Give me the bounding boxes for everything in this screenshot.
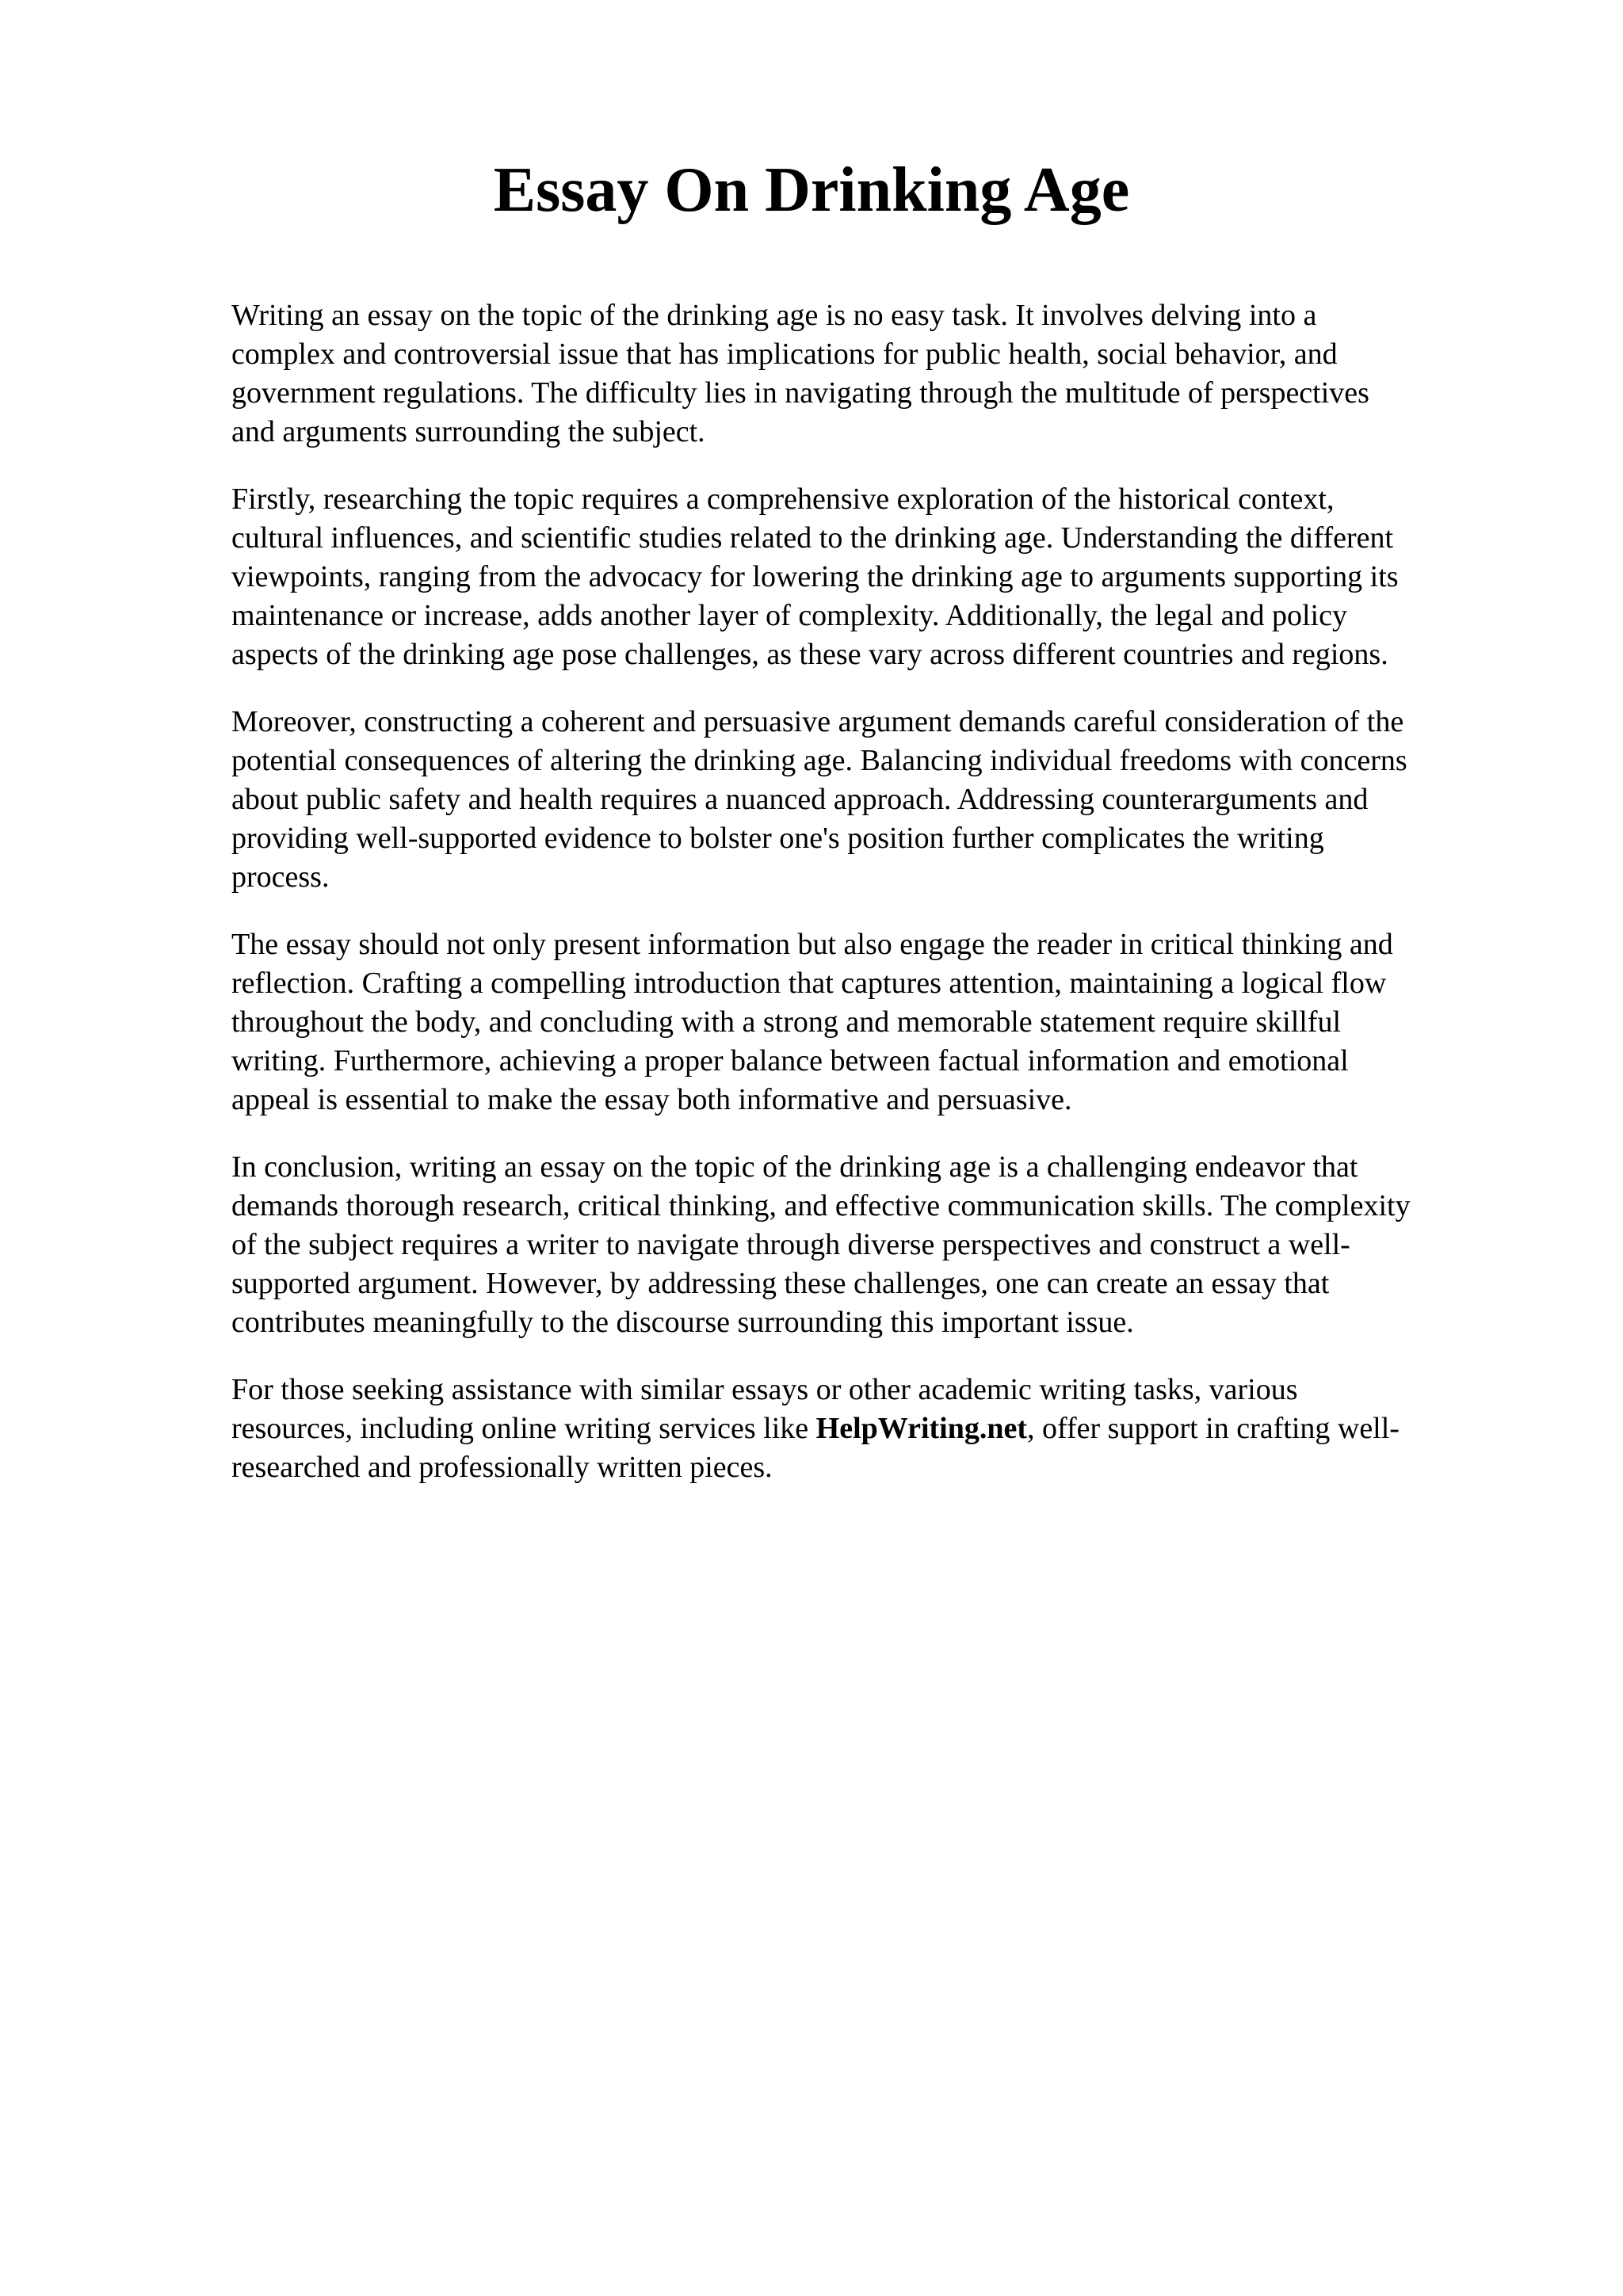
- paragraph-line: reflection. Crafting a compelling introduction that captures attention, maintaining a logical flow: [231, 967, 1387, 1000]
- paragraph-line: providing well-supported evidence to bolster one's position further complicates the writing: [231, 822, 1324, 855]
- paragraph-line: Writing an essay on the topic of the drinking age is no easy task. It involves delving into a: [231, 299, 1317, 332]
- paragraph-line: government regulations. The difficulty lies in navigating through the multitude of perspectives: [231, 376, 1369, 410]
- paragraph-research: [231, 480, 1531, 674]
- paragraph-line: about public safety and health requires a nuanced approach. Addressing counterarguments and: [231, 783, 1369, 816]
- closing-text-before-brand: resources, including online writing services like: [231, 1412, 816, 1445]
- paragraph-line: In conclusion, writing an essay on the topic of the drinking age is a challenging endeavor that: [231, 1150, 1358, 1184]
- paragraph-line: of the subject requires a writer to navigate through diverse perspectives and construct a well-: [231, 1228, 1350, 1261]
- paragraph-line: maintenance or increase, adds another layer of complexity. Additionally, the legal and policy: [231, 599, 1347, 632]
- paragraph-line: and arguments surrounding the subject.: [231, 415, 705, 448]
- paragraph-line: For those seeking assistance with similar essays or other academic writing tasks, various: [231, 1373, 1298, 1406]
- paragraph-line: cultural influences, and scientific studies related to the drinking age. Understanding the different: [231, 521, 1394, 555]
- paragraph-line: demands thorough research, critical thinking, and effective communication skills. The complexity: [231, 1189, 1411, 1222]
- paragraph-line: researched and professionally written pieces.: [231, 1451, 773, 1484]
- paragraph-conclusion: [231, 1148, 1531, 1342]
- paragraph-line: Firstly, researching the topic requires a comprehensive exploration of the historical context,: [231, 482, 1335, 516]
- essay-body: [231, 296, 1531, 1516]
- paragraph-line: appeal is essential to make the essay both informative and persuasive.: [231, 1083, 1072, 1116]
- paragraph-line: viewpoints, ranging from the advocacy for lowering the drinking age to arguments supporting its: [231, 560, 1399, 593]
- paragraph-line: Moreover, constructing a coherent and persuasive argument demands careful consideration of the: [231, 705, 1404, 738]
- paragraph-line: process.: [231, 860, 330, 894]
- paragraph-intro: [231, 296, 1531, 452]
- paragraph-line: aspects of the drinking age pose challenges, as these vary across different countries and regions.: [231, 638, 1388, 671]
- helpwriting-brand: HelpWriting.net: [815, 1412, 1028, 1445]
- paragraph-line: writing. Furthermore, achieving a proper balance between factual information and emotional: [231, 1044, 1349, 1077]
- paragraph-line: [231, 1409, 1531, 1448]
- paragraph-line: supported argument. However, by addressing these challenges, one can create an essay that: [231, 1267, 1330, 1300]
- paragraph-closing: [231, 1371, 1531, 1487]
- paragraph-argument: [231, 703, 1531, 897]
- paragraph-line: The essay should not only present information but also engage the reader in critical thinking and: [231, 928, 1393, 961]
- paragraph-line: throughout the body, and concluding with a strong and memorable statement require skillful: [231, 1005, 1342, 1039]
- paragraph-engagement: [231, 925, 1531, 1119]
- closing-text-after-brand: , offer support in crafting well-: [1027, 1412, 1400, 1445]
- page-title: Essay On Drinking Age: [493, 155, 1130, 225]
- paragraph-line: potential consequences of altering the drinking age. Balancing individual freedoms with concerns: [231, 744, 1407, 777]
- paragraph-line: complex and controversial issue that has implications for public health, social behavior, and: [231, 338, 1338, 371]
- paragraph-line: contributes meaningfully to the discourse surrounding this important issue.: [231, 1306, 1134, 1339]
